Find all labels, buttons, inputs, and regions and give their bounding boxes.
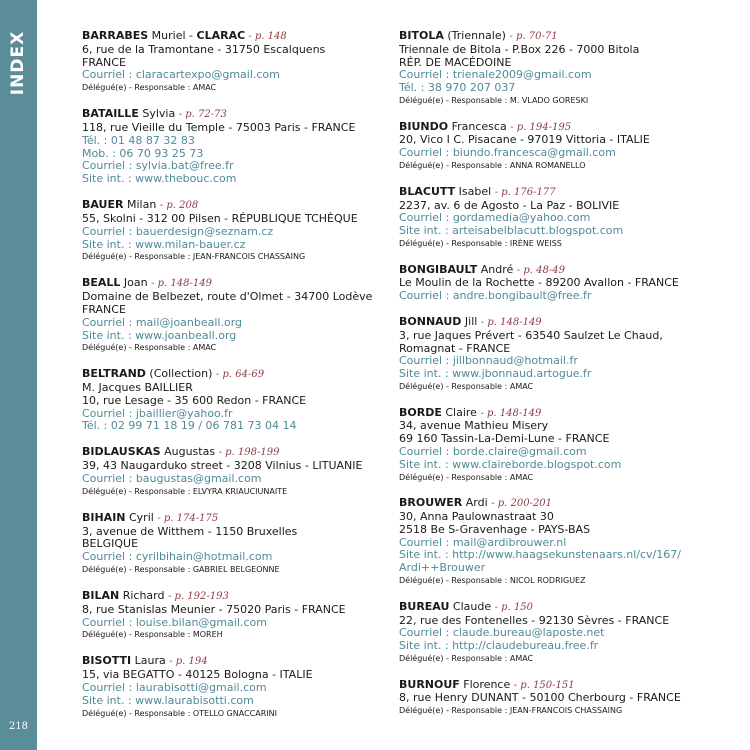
entry-heading [399,497,739,511]
contact-line: Site int. : www.claireborde.blogspot.com [399,457,622,471]
entry-name: BLACUTT [399,184,456,198]
entry-heading [82,199,382,213]
entry-name: BIUNDO [399,119,449,133]
entry-heading [399,407,739,421]
address-line: 34, avenue Mathieu Misery [399,419,549,433]
entry-name: BATAILLE [82,107,139,121]
contact-line: Courriel : baugustas@gmail.com [82,472,262,486]
index-title-text: INDEX [8,30,29,96]
page-reference: - p. 48-49 [516,264,565,276]
address-line: 39, 43 Naugarduko street - 3208 Vilnius - LITUANIE [82,459,363,473]
entry-name-detail: Claire [441,405,481,419]
entry-name: BIHAIN [82,510,126,524]
delegate-line: Délégué(e) - Responsable : OTELLO GNACCARINI [82,708,277,718]
contact-line: Site int. : www.laurabisotti.com [82,693,254,707]
page-reference: - p. 150 [494,601,534,613]
address-line: M. Jacques BAILLIER [82,381,193,395]
contact-line: Tél. : 02 99 71 18 19 / 06 781 73 04 14 [82,419,297,433]
index-entry [82,655,382,720]
contact-line: Courriel : claude.bureau@laposte.net [399,626,605,640]
address-line: 15, via BEGATTO - 40125 Bologna - ITALIE [82,668,313,682]
contact-line: Site int. : arteisabelblacutt.blogspot.com [399,224,624,238]
contact-line: Courriel : claracartexpo@gmail.com [82,68,280,82]
contact-line: Courriel : gordamedia@yahoo.com [399,211,591,225]
contact-line: Courriel : louise.bilan@gmail.com [82,615,267,629]
address-line: 6, rue de la Tramontane - 31750 Escalquens [82,42,326,56]
delegate-line: Délégué(e) - Responsable : ELVYRA KRIAUCIUNAITE [82,486,288,496]
index-entry [399,30,739,108]
entry-name-detail: Sylvia [138,107,179,121]
entry-name: BROUWER [399,496,463,510]
page-reference: - p. 70-71 [509,31,558,42]
page-reference: - p. 148-149 [480,316,542,328]
delegate-line: Délégué(e) - Responsable : NICOL RODRIGUEZ [399,576,586,586]
entry-name: BORDE [399,405,442,419]
entry-name: CLARAC [196,29,246,42]
contact-line: Site int. : www.milan-bauer.cz [82,237,246,251]
contact-line: Tél. : 01 48 87 32 83 [82,133,195,147]
contact-line: Courriel : laurabisotti@gmail.com [82,680,267,694]
delegate-line: Délégué(e) - Responsable : ANNA ROMANELLO [399,161,586,171]
entry-heading [399,264,739,278]
delegate-line: Délégué(e) - Responsable : AMAC [82,83,217,93]
address-line: 10, rue Lesage - 35 600 Redon - FRANCE [82,393,307,407]
entry-name-detail: Cyril [125,510,158,524]
index-entry [82,368,382,433]
address-line: 30, Anna Paulownastraat 30 [399,510,554,524]
entry-name-detail: Ardi [462,496,492,510]
entry-name: BUREAU [399,599,450,613]
address-line: Domaine de Belbezet, route d'Olmet - 34700 Lodève [82,290,373,304]
entry-name: BEALL [82,276,121,290]
contact-line: Courriel : borde.claire@gmail.com [399,444,587,458]
delegate-line: Délégué(e) - Responsable : AMAC [82,343,217,353]
contact-line: Courriel : sylvia.bat@free.fr [82,159,234,173]
index-entry [399,121,739,173]
address-line: 118, rue Vieille du Temple - 75003 Paris - FRANCE [82,120,356,134]
delegate-line: Délégué(e) - Responsable : AMAC [399,472,534,482]
contact-line: Site int. : www.thebouc.com [82,172,237,186]
contact-line: Site int. : http://www.haagsekunstenaars.nl/cv/167/ [399,548,681,562]
address-line: FRANCE [82,302,126,316]
entry-name-detail: Muriel - [148,29,197,42]
entry-heading [399,679,739,693]
contact-line: Courriel : bauerdesign@seznam.cz [82,224,274,238]
entry-name: BIDLAUSKAS [82,445,161,459]
contact-line: Courriel : mail@ardibrouwer.nl [399,535,567,549]
index-entry [82,446,382,498]
entry-name-detail: Francesca [448,119,511,133]
page-reference: - p. 208 [159,200,199,212]
entry-heading [82,277,382,291]
index-entry [82,108,382,186]
page-reference: - p. 150-151 [513,679,575,691]
address-line: 2518 Be S-Gravenhage - PAYS-BAS [399,522,591,536]
contact-line: Site int. : www.jbonnaud.artogue.fr [399,367,592,381]
index-entry [399,316,739,394]
entry-name-detail: Joan [120,276,152,290]
address-line: 8, rue Henry DUNANT - 50100 Cherbourg - FRANCE [399,691,681,705]
entry-heading [82,512,382,526]
entry-heading [82,30,382,44]
entry-name: BARRABES [82,29,149,42]
entry-name-detail: Jill [461,314,481,328]
contact-line: Courriel : trienale2009@gmail.com [399,68,592,82]
entry-heading [82,655,382,669]
delegate-line: Délégué(e) - Responsable : M. VLADO GORESKI [399,95,589,105]
page-reference: - p. 148 [245,31,287,42]
delegate-line: Délégué(e) - Responsable : JEAN-FRANCOIS CHASSAING [399,706,623,716]
address-line: Triennale de Bitola - P.Box 226 - 7000 Bitola [399,42,640,56]
page-reference: - p. 200-201 [491,498,553,510]
sidebar-band [0,0,37,750]
entry-heading [82,590,382,604]
address-line: Le Moulin de la Rochette - 89200 Avallon - FRANCE [399,276,679,290]
entry-heading [399,30,739,44]
page-number: 218 [8,721,29,732]
address-line: 69 160 Tassin-La-Demi-Lune - FRANCE [399,432,610,446]
page-reference: - p. 192-193 [167,591,229,602]
entry-name: BONGIBAULT [399,262,478,276]
index-entry [399,407,739,485]
contact-line: Courriel : jbaillier@yahoo.fr [82,406,233,420]
page-reference: - p. 194-195 [510,121,572,133]
delegate-line: Délégué(e) - Responsable : GABRIEL BELGEONNE [82,565,280,575]
address-line: BELGIQUE [82,537,139,551]
contact-line: Courriel : jillbonnaud@hotmail.fr [399,354,578,368]
contact-line: Site int. : www.joanbeall.org [82,328,237,342]
index-title [0,30,37,96]
entry-name: BISOTTI [82,654,132,668]
page-reference: - p. 148-149 [151,278,212,290]
entry-name: BELTRAND [82,367,146,381]
entry-name-detail: (Triennale) [443,29,510,42]
index-entry [82,590,382,642]
address-line: FRANCE [82,55,126,69]
entry-heading [82,368,382,382]
page-reference: - p. 64-69 [215,369,265,381]
entry-name-detail: Richard [119,589,168,602]
entry-heading [82,446,382,460]
entry-name-detail: Laura [131,654,170,668]
index-column-right [399,30,739,731]
page-reference: - p. 148-149 [480,407,542,419]
page-reference: - p. 194 [169,656,208,668]
entry-name: BAUER [82,198,124,212]
entry-heading [399,601,739,615]
entry-name-detail: André [477,262,517,276]
contact-line: Courriel : mail@joanbeall.org [82,315,243,329]
entry-name: BURNOUF [399,677,460,691]
index-entry [399,186,739,251]
index-entry [82,512,382,577]
contact-line: Site int. : http://claudebureau.free.fr [399,639,599,653]
entry-name: BONNAUD [399,314,462,328]
entry-name-detail: Augustas [160,445,219,459]
contact-line: Courriel : biundo.francesca@gmail.com [399,146,616,160]
index-entry [82,199,382,264]
page-reference: - p. 174-175 [157,512,219,524]
address-line: 3, avenue de Witthem - 1150 Bruxelles [82,524,298,538]
address-line: 8, rue Stanislas Meunier - 75020 Paris - FRANCE [82,602,346,616]
address-line: 3, rue Jaques Prévert - 63540 Saulzet Le Chaud, [399,328,663,342]
page-reference: - p. 72-73 [178,109,227,121]
entry-heading [399,316,739,330]
delegate-line: Délégué(e) - Responsable : JEAN-FRANCOIS CHASSAING [82,252,306,262]
entry-name-detail: Claude [449,599,495,613]
index-entry [82,277,382,355]
index-entry [399,264,739,303]
address-line: 22, rue des Fontenelles - 92130 Sèvres - FRANCE [399,613,670,627]
entry-heading [82,108,382,122]
delegate-line: Délégué(e) - Responsable : AMAC [399,653,534,663]
index-entry [399,601,739,666]
address-line: RÉP. DE MACÉDOINE [399,55,512,69]
entry-heading [399,186,739,200]
entry-name-detail: (Collection) [145,367,216,381]
entry-heading [399,121,739,135]
index-entry [399,497,739,588]
contact-line: Ardi++Brouwer [399,561,486,575]
page-reference: - p. 176-177 [494,186,556,198]
index-entry [399,679,739,718]
contact-line: Tél. : 38 970 207 037 [399,81,516,95]
entry-name: BILAN [82,589,120,602]
address-line: Romagnat - FRANCE [399,341,511,355]
address-line: 55, Skolni - 312 00 Pilsen - RÉPUBLIQUE TCHÈQUE [82,211,358,225]
page-reference: - p. 198-199 [218,447,280,459]
address-line: 2237, av. 6 de Agosto - La Paz - BOLIVIE [399,198,620,212]
contact-line: Courriel : cyrilbihain@hotmail.com [82,550,273,564]
index-column-left [82,30,382,734]
entry-name-detail: Milan [123,198,160,212]
delegate-line: Délégué(e) - Responsable : AMAC [399,381,534,391]
index-entry [82,30,382,95]
address-line: 20, Vico I C. Pisacane - 97019 Vittoria - ITALIE [399,133,650,147]
entry-name-detail: Isabel [455,184,495,198]
contact-line: Mob. : 06 70 93 25 73 [82,146,204,160]
contact-line: Courriel : andre.bongibault@free.fr [399,289,592,303]
delegate-line: Délégué(e) - Responsable : MOREH [82,630,223,640]
delegate-line: Délégué(e) - Responsable : IRÈNE WEISS [399,238,562,248]
entry-name: BITOLA [399,29,444,42]
entry-name-detail: Florence [459,677,514,691]
